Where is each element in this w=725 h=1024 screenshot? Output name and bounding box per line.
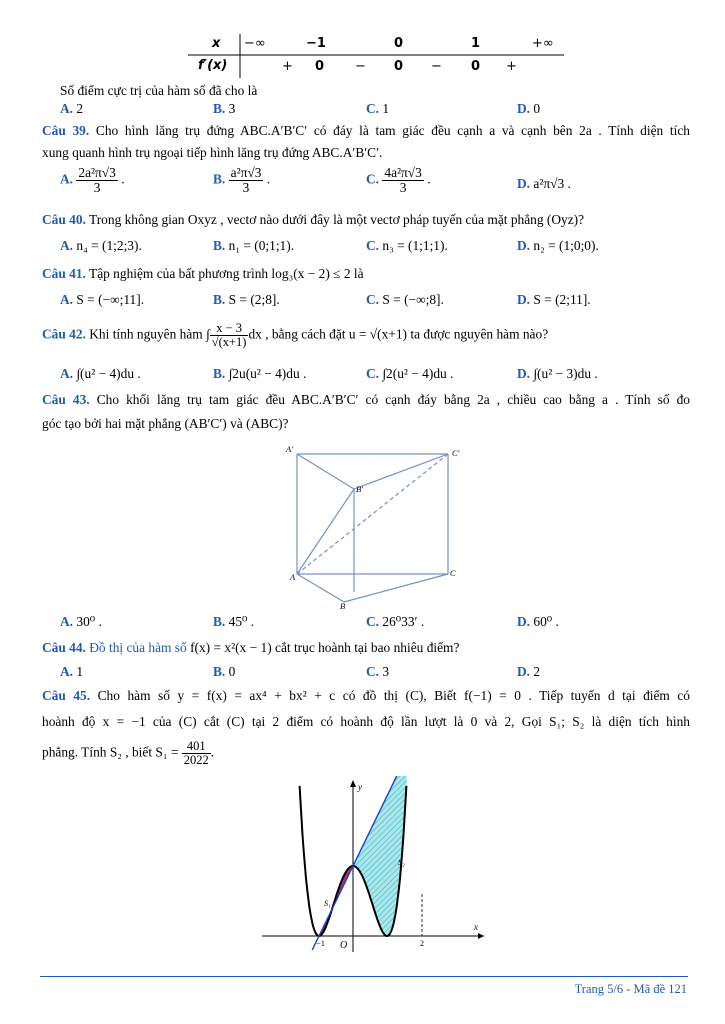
- q44-option-b[interactable]: B. 0: [213, 664, 236, 679]
- label-B: B: [340, 601, 346, 610]
- q39-line2: xung quanh hình trụ ngoại tiếp hình lăng trụ đứng ABC.A′B′C′.: [42, 145, 383, 160]
- table-x-value: 1: [471, 36, 481, 51]
- q40-option-d[interactable]: D. n₂ = (1;0;0).: [517, 238, 599, 253]
- table-x-label: x: [212, 36, 221, 51]
- q39-line1: Câu 39. Cho hình lăng trụ đứng ABC.A′B′C′ có đáy là tam giác đều cạnh a và cạnh bên 2a . Tính diện tích: [42, 123, 690, 138]
- q38-stem: Số điểm cực trị của hàm số đã cho là: [60, 83, 258, 98]
- q45-line1: Câu 45. Cho hàm số y = f(x) = ax⁴ + bx² + c có đồ thị (C), Biết f(−1) = 0 . Tiếp tuyến d tại điểm có: [42, 688, 690, 703]
- table-sign: 0: [471, 59, 481, 74]
- q43-option-b[interactable]: B. 45⁰ .: [213, 614, 255, 629]
- table-x-value: 0: [394, 36, 404, 51]
- tick-minus-one: −1: [316, 938, 326, 948]
- q39-option-c[interactable]: C. $\frac{\text{4a²π√3}}{3}$ .: [366, 165, 431, 196]
- q38-option-a[interactable]: A. 2: [60, 101, 84, 116]
- q41-option-a[interactable]: A. S = (−∞;11].: [60, 292, 145, 307]
- table-sign: +: [506, 59, 517, 74]
- q40-stem: Câu 40. Trong không gian Oxyz , vectơ nào dưới đây là một vectơ pháp tuyến của mặt phẳng (Oyz)?: [42, 212, 585, 227]
- table-sign: −: [431, 59, 442, 74]
- table-x-value: +∞: [532, 36, 554, 51]
- q45-line3: phẳng. Tính S₂ , biết S₁ = $\frac{401}{2022}$ .: [42, 739, 215, 768]
- q41-option-d[interactable]: D. S = (2;11].: [517, 292, 591, 307]
- x-axis-label: x: [474, 922, 478, 932]
- table-fprime-label: f′(x): [198, 58, 228, 73]
- q41-stem: Câu 41. Tập nghiệm của bất phương trình log₃(x − 2) ≤ 2 là: [42, 266, 364, 281]
- y-axis-label: y: [358, 782, 362, 792]
- q38-option-b[interactable]: B. 3: [213, 101, 236, 116]
- q44-option-c[interactable]: C. 3: [366, 664, 390, 679]
- table-sign: 0: [394, 59, 404, 74]
- q43-option-d[interactable]: D. 60⁰ .: [517, 614, 559, 629]
- label-C: C: [450, 568, 456, 578]
- q43-line1: Câu 43. Cho khối lăng trụ tam giác đều ABC.A′B′C′ có cạnh đáy bằng 2a , chiều cao bằng a . Tính số đo: [42, 392, 690, 407]
- q44-stem: Câu 44. Đồ thị của hàm số f(x) = x²(x − 1) cắt trục hoành tại bao nhiêu điểm?: [42, 640, 460, 655]
- q42-option-a[interactable]: A. ∫(u² − 4)du .: [60, 366, 141, 381]
- label-A1: A': [286, 444, 294, 454]
- q45-line2: hoành độ x = −1 của (C) cắt (C) tại 2 điểm có hoành độ lần lượt là 0 và 2, Gọi S₁; S₂ là diện tích hình: [42, 714, 690, 729]
- q44-option-a[interactable]: A. 1: [60, 664, 84, 679]
- q41-option-c[interactable]: C. S = (−∞;8].: [366, 292, 444, 307]
- x-axis-arrow: [478, 933, 484, 939]
- table-sign: +: [282, 59, 293, 74]
- q42-option-d[interactable]: D. ∫(u² − 3)du .: [517, 366, 598, 381]
- q42-option-b[interactable]: B. ∫2u(u² − 4)du .: [213, 366, 307, 381]
- q44-option-d[interactable]: D. 2: [517, 664, 541, 679]
- prism-figure: [282, 442, 472, 610]
- q39-option-a[interactable]: A. $\frac{\text{2a²π√3}}{3}$ .: [60, 165, 125, 196]
- table-x-value: −∞: [244, 36, 266, 51]
- footer-divider: [40, 976, 688, 977]
- label-C1: C': [452, 448, 460, 458]
- q40-option-c[interactable]: C. n₃ = (1;1;1).: [366, 238, 448, 253]
- s2-region: [353, 776, 412, 936]
- label-A: A: [290, 572, 296, 582]
- q43-option-a[interactable]: A. 30⁰ .: [60, 614, 102, 629]
- table-sign: −: [355, 59, 366, 74]
- q38-option-c[interactable]: C. 1: [366, 101, 390, 116]
- q43-option-c[interactable]: C. 26⁰33′ .: [366, 614, 425, 629]
- q39-option-d[interactable]: D. a²π√3 .: [517, 176, 571, 191]
- q38-option-d[interactable]: D. 0: [517, 101, 541, 116]
- label-B1: B': [356, 484, 364, 494]
- tick-two: 2: [420, 939, 424, 948]
- table-x-value: −1: [306, 36, 326, 51]
- variation-table: [188, 34, 564, 78]
- q39-option-b[interactable]: B. $\frac{\text{a²π√3}}{3}$ .: [213, 165, 271, 196]
- origin-label: O: [340, 940, 348, 951]
- table-sign: 0: [315, 59, 325, 74]
- s1-label: S₁: [324, 899, 331, 908]
- q43-line2: góc tạo bởi hai mặt phẳng (AB′C′) và (ABC)?: [42, 416, 289, 431]
- q42-option-c[interactable]: C. ∫2(u² − 4)du .: [366, 366, 454, 381]
- q40-option-b[interactable]: B. n₁ = (0;1;1).: [213, 238, 295, 253]
- q41-option-b[interactable]: B. S = (2;8].: [213, 292, 280, 307]
- q42-stem: Câu 42. Khi tính nguyên hàm ∫ $\frac{x - 3}{√(x+1)}$ dx , bằng cách đặt u = √(x+1) ta được nguyên hàm nào?: [42, 321, 549, 350]
- q40-option-a[interactable]: A. n₄ = (1;2;3).: [60, 238, 142, 253]
- quartic-graph: [258, 776, 488, 956]
- s2-label: S₂: [398, 858, 405, 867]
- footer-page-info: Trang 5/6 - Mã đề 121: [574, 982, 687, 996]
- y-axis-arrow: [350, 780, 356, 787]
